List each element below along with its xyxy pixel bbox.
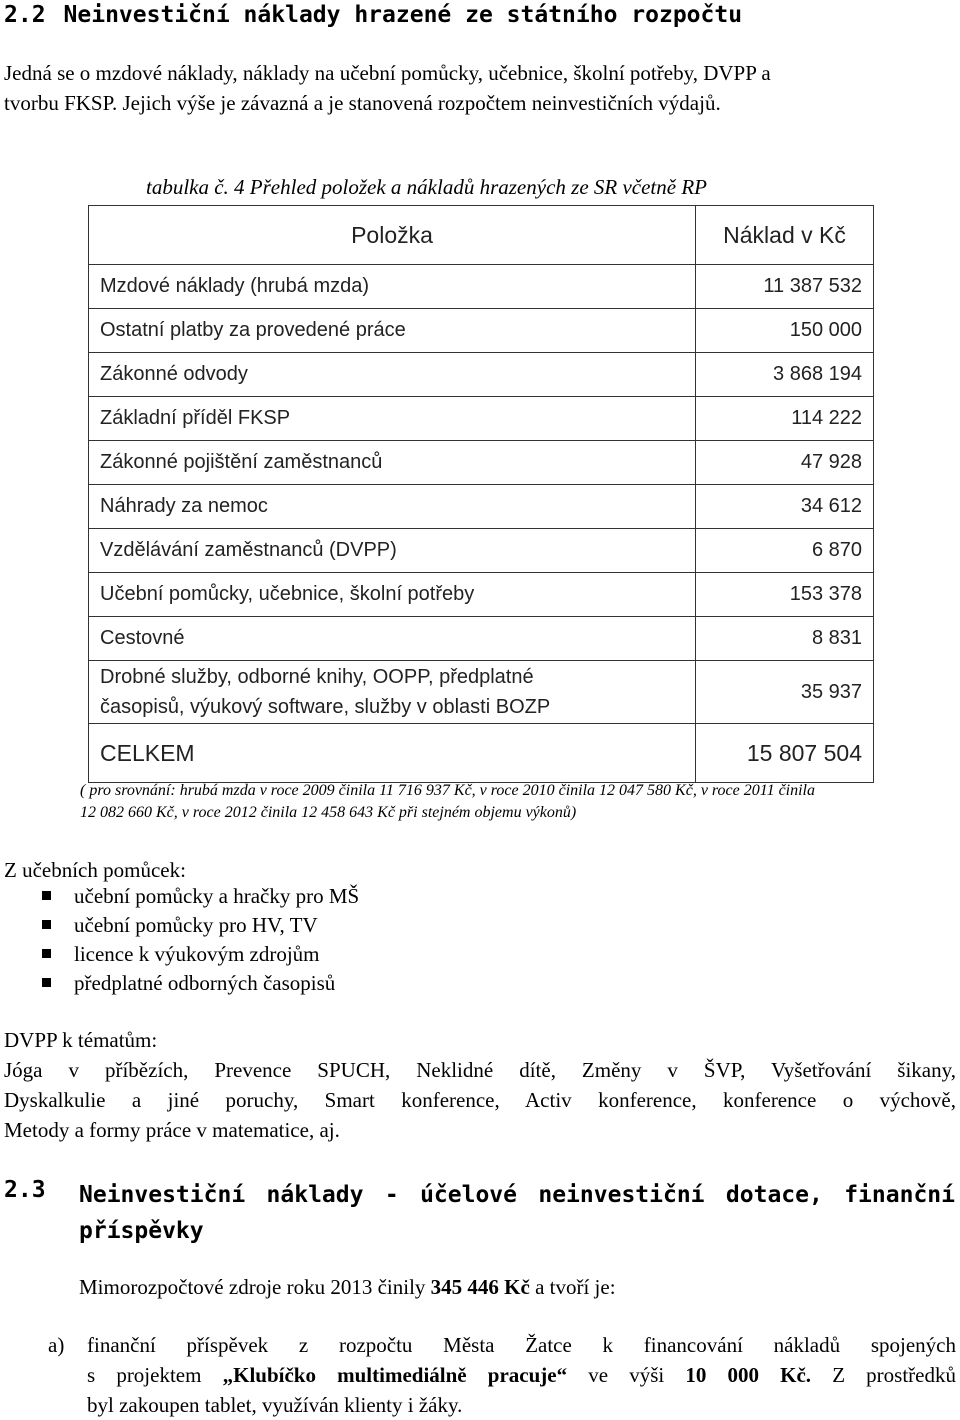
note-line: 12 082 660 Kč, v roce 2012 činila 12 458 643 Kč při stejném objemu výkonů) [80,804,577,821]
list-item-text: licence k výukovým zdrojům [74,942,320,966]
dvpp-line: Dyskalkulie a jiné poruchy, Smart konference, Activ konference, konference o výchově, [4,1088,956,1112]
table-row [89,309,874,353]
item-a-text [87,1330,956,1420]
item-cell: Vzdělávání zaměstnanců (DVPP) [89,529,696,573]
intro-text: Mimorozpočtové zdroje roku 2013 činily [79,1275,431,1299]
item-marker: a) [48,1333,65,1357]
bullet-icon [42,920,51,929]
table-row [89,485,874,529]
intro-paragraph [4,58,954,118]
cost-cell: 47 928 [696,441,874,485]
table-caption: tabulka č. 4 Přehled položek a nákladů hrazených ze SR včetně RP [146,175,707,199]
item-line: byl zakoupen tablet, využíván klienty i žáky. [87,1393,463,1417]
cost-table [88,205,874,783]
comparison-note [80,780,960,824]
paragraph-line: Jedná se o mzdové náklady, náklady na učební pomůcky, učebnice, školní potřeby, DVPP a [4,61,771,85]
list-item [0,882,600,911]
table-row [89,617,874,661]
intro-text: a tvoří je: [529,1275,616,1299]
item-text: s projektem [87,1363,223,1387]
item-line [87,1360,956,1390]
item-cell: Ostatní platby za provedené práce [89,309,696,353]
dvpp-line: Metody a formy práce v matematice, aj. [4,1118,340,1142]
column-header-cost: Náklad v Kč [696,206,874,265]
cost-cell: 35 937 [696,661,874,724]
list-item-text: předplatné odborných časopisů [74,971,336,995]
table-header-row [89,206,874,265]
table-row [89,397,874,441]
item-text: ve výši [567,1363,686,1387]
grant-amount: 10 000 Kč. [685,1363,812,1387]
table-row [89,661,874,724]
item-cell: Zákonné odvody [89,353,696,397]
list-item [0,940,600,969]
aids-list [0,882,600,998]
intro-amount: 345 446 Kč [430,1275,530,1299]
item-cell: Mzdové náklady (hrubá mzda) [89,265,696,309]
item-cell [89,661,696,724]
cost-cell: 6 870 [696,529,874,573]
paragraph-line: tvorbu FKSP. Jejich výše je závazná a je stanovená rozpočtem neinvestičních výdajů. [4,91,721,115]
item-cell: Učební pomůcky, učebnice, školní potřeby [89,573,696,617]
cost-cell: 11 387 532 [696,265,874,309]
table-row [89,441,874,485]
table-row [89,573,874,617]
item-cell-line: Drobné služby, odborné knihy, OOPP, předplatné [100,666,534,688]
list-item [0,969,600,998]
column-header-item: Položka [89,206,696,265]
dvpp-block [4,1025,956,1145]
bullet-icon [42,949,51,958]
table-row [89,353,874,397]
list-item-text: učební pomůcky a hračky pro MŠ [74,884,360,908]
table-row [89,265,874,309]
cost-cell: 114 222 [696,397,874,441]
cost-cell: 150 000 [696,309,874,353]
total-cost: 15 807 504 [696,724,874,783]
item-cell: Cestovné [89,617,696,661]
section-number-2-3: 2.3 [4,1177,46,1203]
item-text: Z prostředků [811,1363,956,1387]
extrabudget-intro [79,1272,616,1302]
item-cell: Zákonné pojištění zaměstnanců [89,441,696,485]
bullet-icon [42,891,51,900]
item-cell-line: časopisů, výukový software, služby v oblasti BOZP [100,696,551,718]
list-item [0,911,600,940]
section-title-2-3 [79,1177,955,1249]
cost-cell: 8 831 [696,617,874,661]
section-title-line: příspěvky [79,1218,204,1244]
section-number: 2.2 [4,2,46,28]
item-line: finanční příspěvek z rozpočtu Města Žatce k financování nákladů spojených [87,1333,956,1357]
bullet-icon [42,978,51,987]
total-label: CELKEM [89,724,696,783]
section-title-line: Neinvestiční náklady - účelové neinvestiční dotace, finanční [79,1182,955,1208]
dvpp-line: Jóga v příbězích, Prevence SPUCH, Neklidné dítě, Změny v ŠVP, Vyšetřování šikany, [4,1058,956,1082]
cost-cell: 3 868 194 [696,353,874,397]
cost-cell: 153 378 [696,573,874,617]
table-row [89,529,874,573]
section-title: Neinvestiční náklady hrazené ze státního rozpočtu [63,2,743,28]
cost-cell: 34 612 [696,485,874,529]
section-heading-2-2 [4,2,742,28]
note-line: ( pro srovnání: hrubá mzda v roce 2009 činila 11 716 937 Kč, v roce 2010 činila 12 047 580 Kč, v roce 2011 činila [80,782,815,799]
item-cell: Základní příděl FKSP [89,397,696,441]
project-name: „Klubíčko multimediálně pracuje“ [222,1363,568,1387]
list-item-text: učební pomůcky pro HV, TV [74,913,318,937]
aids-heading: Z učebních pomůcek: [4,858,186,882]
dvpp-heading: DVPP k tématům: [4,1028,158,1052]
item-cell: Náhrady za nemoc [89,485,696,529]
total-row [89,724,874,783]
